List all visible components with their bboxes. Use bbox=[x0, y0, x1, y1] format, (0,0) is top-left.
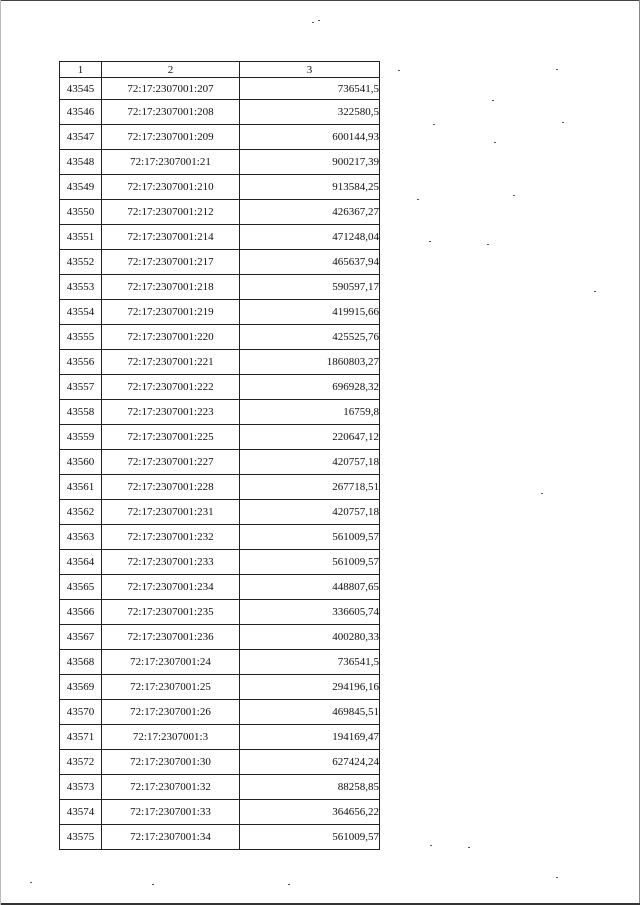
column-header-number: 1 bbox=[60, 62, 102, 78]
cadastral-value-cell: 600144,93 bbox=[240, 125, 380, 150]
row-number-cell: 43575 bbox=[60, 825, 102, 850]
cadastral-number-cell: 72:17:2307001:223 bbox=[102, 400, 240, 425]
cadastral-value-cell: 900217,39 bbox=[240, 150, 380, 175]
cadastral-value-cell: 419915,66 bbox=[240, 300, 380, 325]
cadastral-value-cell: 1860803,27 bbox=[240, 350, 380, 375]
row-number-cell: 43564 bbox=[60, 550, 102, 575]
scan-speck bbox=[541, 493, 543, 494]
cadastral-number-cell: 72:17:2307001:208 bbox=[102, 100, 240, 125]
table-row bbox=[60, 750, 380, 775]
table-row bbox=[60, 450, 380, 475]
cadastral-number-cell: 72:17:2307001:225 bbox=[102, 425, 240, 450]
cadastral-number-cell: 72:17:2307001:30 bbox=[102, 750, 240, 775]
scan-speck bbox=[152, 884, 154, 885]
row-number-cell: 43551 bbox=[60, 225, 102, 250]
row-number-cell: 43571 bbox=[60, 725, 102, 750]
table-row bbox=[60, 100, 380, 125]
cadastral-number-cell: 72:17:2307001:236 bbox=[102, 625, 240, 650]
cadastral-value-cell: 913584,25 bbox=[240, 175, 380, 200]
scan-speck bbox=[562, 122, 564, 123]
cadastral-value-cell: 400280,33 bbox=[240, 625, 380, 650]
cadastral-number-cell: 72:17:2307001:25 bbox=[102, 675, 240, 700]
row-number-cell: 43555 bbox=[60, 325, 102, 350]
column-header-value: 3 bbox=[240, 62, 380, 78]
cadastral-value-cell: 465637,94 bbox=[240, 250, 380, 275]
page-edge-top bbox=[0, 0, 640, 1]
row-number-cell: 43559 bbox=[60, 425, 102, 450]
scan-speck bbox=[429, 241, 431, 242]
table-row bbox=[60, 625, 380, 650]
scan-speck bbox=[288, 884, 290, 885]
cadastral-number-cell: 72:17:2307001:222 bbox=[102, 375, 240, 400]
cadastral-number-cell: 72:17:2307001:26 bbox=[102, 700, 240, 725]
cadastral-number-cell: 72:17:2307001:3 bbox=[102, 725, 240, 750]
cadastral-value-cell: 448807,65 bbox=[240, 575, 380, 600]
table-row bbox=[60, 78, 380, 100]
cadastral-value-cell: 322580,5 bbox=[240, 100, 380, 125]
page-edge-left bbox=[0, 0, 1, 905]
row-number-cell: 43554 bbox=[60, 300, 102, 325]
scan-speck bbox=[556, 877, 558, 878]
row-number-cell: 43547 bbox=[60, 125, 102, 150]
cadastral-value-cell: 16759,8 bbox=[240, 400, 380, 425]
row-number-cell: 43550 bbox=[60, 200, 102, 225]
row-number-cell: 43566 bbox=[60, 600, 102, 625]
table-header-row bbox=[60, 62, 380, 78]
cadastral-value-cell: 420757,18 bbox=[240, 450, 380, 475]
row-number-cell: 43549 bbox=[60, 175, 102, 200]
table-row bbox=[60, 425, 380, 450]
scan-speck bbox=[494, 142, 496, 143]
scan-speck bbox=[487, 244, 489, 245]
cadastral-value-cell: 590597,17 bbox=[240, 275, 380, 300]
table-row bbox=[60, 675, 380, 700]
table-row bbox=[60, 400, 380, 425]
table-row bbox=[60, 300, 380, 325]
scan-speck bbox=[468, 847, 470, 848]
row-number-cell: 43574 bbox=[60, 800, 102, 825]
row-number-cell: 43545 bbox=[60, 78, 102, 100]
cadastral-value-cell: 364656,22 bbox=[240, 800, 380, 825]
scan-speck bbox=[492, 100, 494, 101]
cadastral-value-cell: 736541,5 bbox=[240, 650, 380, 675]
cadastral-value-cell: 426367,27 bbox=[240, 200, 380, 225]
cadastral-number-cell: 72:17:2307001:227 bbox=[102, 450, 240, 475]
row-number-cell: 43561 bbox=[60, 475, 102, 500]
cadastral-value-cell: 561009,57 bbox=[240, 825, 380, 850]
scan-speck bbox=[433, 124, 435, 125]
row-number-cell: 43562 bbox=[60, 500, 102, 525]
cadastral-number-cell: 72:17:2307001:214 bbox=[102, 225, 240, 250]
cadastral-number-cell: 72:17:2307001:233 bbox=[102, 550, 240, 575]
table-row bbox=[60, 550, 380, 575]
cadastral-number-cell: 72:17:2307001:218 bbox=[102, 275, 240, 300]
row-number-cell: 43558 bbox=[60, 400, 102, 425]
cadastral-value-cell: 420757,18 bbox=[240, 500, 380, 525]
table-row bbox=[60, 825, 380, 850]
scan-speck bbox=[417, 199, 419, 200]
cadastral-number-cell: 72:17:2307001:220 bbox=[102, 325, 240, 350]
cadastral-number-cell: 72:17:2307001:234 bbox=[102, 575, 240, 600]
cadastral-value-cell: 736541,5 bbox=[240, 78, 380, 100]
table-row bbox=[60, 525, 380, 550]
cadastral-value-cell: 561009,57 bbox=[240, 525, 380, 550]
table-row bbox=[60, 250, 380, 275]
table-row bbox=[60, 725, 380, 750]
table-row bbox=[60, 325, 380, 350]
row-number-cell: 43573 bbox=[60, 775, 102, 800]
cadastral-number-cell: 72:17:2307001:228 bbox=[102, 475, 240, 500]
cadastral-value-cell: 696928,32 bbox=[240, 375, 380, 400]
row-number-cell: 43560 bbox=[60, 450, 102, 475]
row-number-cell: 43548 bbox=[60, 150, 102, 175]
scan-speck bbox=[430, 845, 432, 846]
table-row bbox=[60, 600, 380, 625]
row-number-cell: 43557 bbox=[60, 375, 102, 400]
cadastral-number-cell: 72:17:2307001:34 bbox=[102, 825, 240, 850]
cadastral-number-cell: 72:17:2307001:232 bbox=[102, 525, 240, 550]
cadastral-number-cell: 72:17:2307001:210 bbox=[102, 175, 240, 200]
cadastral-number-cell: 72:17:2307001:24 bbox=[102, 650, 240, 675]
scan-speck bbox=[513, 195, 515, 196]
cadastral-number-cell: 72:17:2307001:231 bbox=[102, 500, 240, 525]
table-row bbox=[60, 175, 380, 200]
scan-speck bbox=[318, 20, 320, 21]
cadastral-value-cell: 336605,74 bbox=[240, 600, 380, 625]
cadastral-number-cell: 72:17:2307001:21 bbox=[102, 150, 240, 175]
row-number-cell: 43570 bbox=[60, 700, 102, 725]
table-row bbox=[60, 650, 380, 675]
row-number-cell: 43546 bbox=[60, 100, 102, 125]
cadastral-value-cell: 469845,51 bbox=[240, 700, 380, 725]
cadastral-number-cell: 72:17:2307001:32 bbox=[102, 775, 240, 800]
table-row bbox=[60, 200, 380, 225]
table-row bbox=[60, 150, 380, 175]
cadastral-value-cell: 267718,51 bbox=[240, 475, 380, 500]
scan-speck bbox=[398, 70, 400, 71]
cadastral-number-cell: 72:17:2307001:207 bbox=[102, 78, 240, 100]
cadastral-value-cell: 471248,04 bbox=[240, 225, 380, 250]
cadastral-number-cell: 72:17:2307001:235 bbox=[102, 600, 240, 625]
row-number-cell: 43552 bbox=[60, 250, 102, 275]
table-row bbox=[60, 475, 380, 500]
table-row bbox=[60, 350, 380, 375]
row-number-cell: 43565 bbox=[60, 575, 102, 600]
table-row bbox=[60, 800, 380, 825]
column-header-cadastral: 2 bbox=[102, 62, 240, 78]
cadastral-value-cell: 425525,76 bbox=[240, 325, 380, 350]
cadastral-value-cell: 561009,57 bbox=[240, 550, 380, 575]
table-row bbox=[60, 125, 380, 150]
cadastral-value-cell: 627424,24 bbox=[240, 750, 380, 775]
row-number-cell: 43556 bbox=[60, 350, 102, 375]
row-number-cell: 43569 bbox=[60, 675, 102, 700]
table-row bbox=[60, 275, 380, 300]
cadastral-value-cell: 88258,85 bbox=[240, 775, 380, 800]
table-body bbox=[60, 78, 380, 850]
table-row bbox=[60, 225, 380, 250]
cadastral-value-cell: 294196,16 bbox=[240, 675, 380, 700]
table-row bbox=[60, 575, 380, 600]
scan-speck bbox=[594, 291, 596, 292]
cadastral-value-table bbox=[59, 61, 380, 850]
row-number-cell: 43572 bbox=[60, 750, 102, 775]
scan-speck bbox=[312, 22, 314, 23]
cadastral-value-cell: 220647,12 bbox=[240, 425, 380, 450]
table-row bbox=[60, 775, 380, 800]
row-number-cell: 43567 bbox=[60, 625, 102, 650]
table-row bbox=[60, 700, 380, 725]
cadastral-number-cell: 72:17:2307001:33 bbox=[102, 800, 240, 825]
table-row bbox=[60, 500, 380, 525]
cadastral-number-cell: 72:17:2307001:219 bbox=[102, 300, 240, 325]
cadastral-number-cell: 72:17:2307001:217 bbox=[102, 250, 240, 275]
cadastral-number-cell: 72:17:2307001:221 bbox=[102, 350, 240, 375]
cadastral-value-cell: 194169,47 bbox=[240, 725, 380, 750]
row-number-cell: 43553 bbox=[60, 275, 102, 300]
cadastral-number-cell: 72:17:2307001:212 bbox=[102, 200, 240, 225]
row-number-cell: 43568 bbox=[60, 650, 102, 675]
scan-speck bbox=[30, 882, 32, 883]
scan-speck bbox=[556, 69, 558, 70]
table-row bbox=[60, 375, 380, 400]
cadastral-number-cell: 72:17:2307001:209 bbox=[102, 125, 240, 150]
row-number-cell: 43563 bbox=[60, 525, 102, 550]
